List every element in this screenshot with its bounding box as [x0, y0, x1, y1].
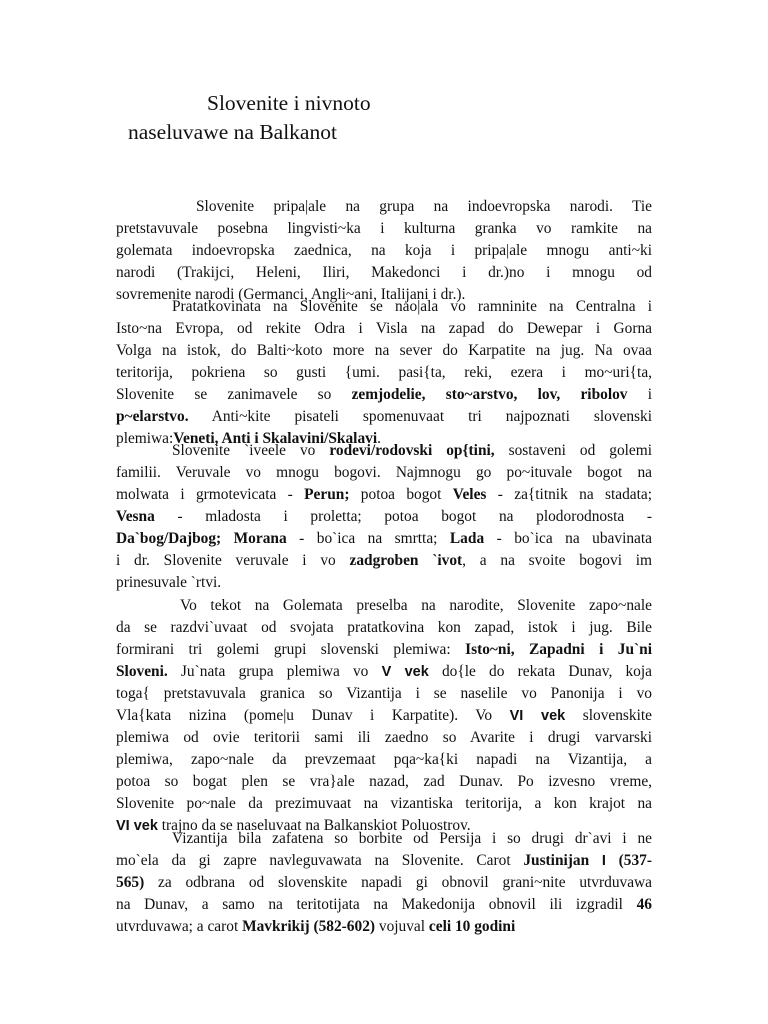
text-line	[116, 528, 652, 550]
text-line	[116, 296, 652, 318]
bold-term: 565)	[116, 874, 145, 891]
text-run: Slovenite pripa|ale na grupa na indoevropska narodi. Tie	[196, 198, 652, 215]
text-run: mo`ela da gi zapre navleguvawata na Slovenite. Carot	[116, 852, 524, 869]
text-run: Anti~kite pisateli spomenuvaat tri najpoznati slovenski	[188, 408, 652, 425]
text-run: slovenskite	[565, 707, 652, 724]
text-line	[116, 440, 652, 462]
bold-term: Vesna	[116, 508, 155, 525]
text-run: Slovenite se zanimavele so	[116, 386, 352, 403]
text-run: plemiwa, zapo~nale da prevzemaat pqa~ka{ki napadi na Vizantija, a	[116, 751, 652, 768]
text-line	[116, 705, 652, 727]
bold-term: p~elarstvo.	[116, 408, 189, 425]
text-run: toga{ pretstavuvala granica so Vizantija i se naselile vo Panonija i vo	[116, 685, 652, 702]
text-run: molwata i grmotevicata -	[116, 486, 305, 503]
text-run: da se razdvi`uvaat od svojata pratatkovina kon zapad, istok i jug. Bile	[116, 619, 652, 636]
text-line	[116, 617, 652, 639]
text-run: plemiwa od ovie teritorii sami ili zaedno so Avarite i drugi varvarski	[116, 729, 652, 746]
text-line	[116, 828, 652, 850]
text-run: plemiwa:	[116, 430, 174, 447]
text-line	[116, 384, 652, 406]
bold-term: Lada	[449, 530, 485, 547]
text-line	[116, 218, 652, 240]
text-run: narodi (Trakijci, Heleni, Iliri, Makedonci i dr.)no i mnogu od	[116, 264, 652, 281]
bold-term: Justinijan	[523, 852, 602, 869]
text-line	[116, 639, 652, 661]
text-line	[116, 340, 652, 362]
text-run: Isto~na Evropa, od rekite Odra i Visla na zapad do Dewepar i Gorna	[116, 320, 652, 337]
text-run: Pratatkovinata na Slovenite se nao|ala vo ramninite na Centralna i	[172, 298, 652, 315]
text-run: utvrduvawa; a carot	[116, 918, 243, 935]
text-run: na Dunav, a samo na teritotijata na Makedonija obnovil ili izgradil	[116, 896, 637, 913]
text-line	[116, 572, 652, 594]
bold-term: zadgroben `ivot	[349, 552, 463, 569]
text-line	[116, 240, 652, 262]
document-body	[116, 196, 652, 935]
text-line	[116, 550, 652, 572]
text-line	[116, 462, 652, 484]
text-run: formirani tri golemi grupi slovenski plemiwa:	[116, 641, 466, 658]
text-line	[116, 318, 652, 340]
text-run: do{le do rekata Dunav, koja	[428, 663, 652, 680]
text-line	[116, 850, 652, 872]
bold-term: I	[601, 853, 606, 869]
bold-term: VI vek	[116, 818, 158, 834]
text-run: i	[627, 386, 652, 403]
title-line-2: naseluvawe na Balkanot	[128, 120, 337, 144]
bold-term: (537-	[605, 852, 652, 869]
text-run: familii. Veruvale vo mnogu bogovi. Najmnogu go po~ituvale bogot na	[116, 464, 652, 481]
text-line	[116, 661, 652, 683]
text-run: za odbrana od slovenskite napadi gi obnovil grani~nite utvrduvawa	[144, 874, 652, 891]
text-line	[116, 595, 652, 617]
text-run: golemata indoevropska zaednica, na koja i pripa|ale mnogu anti~ki	[116, 242, 652, 259]
text-run: sovremenite narodi (Germanci, Angli~ani, Italijani i dr.).	[116, 286, 466, 303]
bold-term: Veles	[452, 486, 487, 503]
bold-term: Mavkrikij (582-602)	[242, 918, 376, 935]
text-line	[116, 484, 652, 506]
text-line	[116, 506, 652, 528]
bold-term: zemjodelie, sto~arstvo, lov, ribolov	[351, 386, 628, 403]
text-run: .	[377, 430, 381, 447]
text-run: Vla{kata nizina (pome|u Dunav i Karpatite). Vo	[116, 707, 510, 724]
bold-term: Veneti, Anti i Skalavini/Skalavi	[173, 430, 378, 447]
bold-term: celi 10 godini	[428, 918, 516, 935]
text-line	[116, 894, 652, 916]
bold-term: rodevi/rodovski op{tini,	[329, 442, 495, 459]
text-line	[116, 916, 652, 938]
text-run: Volga na istok, do Balti~koto more na sever do Karpatite na jug. Na ovaa	[116, 342, 652, 359]
text-line	[116, 771, 652, 793]
text-line	[116, 793, 652, 815]
text-line	[116, 262, 652, 284]
text-line	[116, 749, 652, 771]
text-run: - za{titnik na stadata;	[486, 486, 652, 503]
text-run: Vizantija bila zafatena so borbite od Persija i so drugi dr`avi i ne	[172, 830, 652, 847]
text-line	[116, 362, 652, 384]
text-run: potoa bogot	[349, 486, 453, 503]
bold-term: Da`bog/Dajbog; Morana	[116, 530, 287, 547]
text-run: Ju`nata grupa plemiwa vo	[167, 663, 382, 680]
text-run: Slovenite po~nale da prezimuvaat na vizantiska teritorija, a kon krajot na	[116, 795, 652, 812]
text-run: - bo`ica na smrtta;	[286, 530, 450, 547]
text-run: - mladosta i proletta; potoa bogot na plodorodnosta -	[154, 508, 652, 525]
text-run: potoa so bogat plen se vra}ale nazad, zad Dunav. Po izvesno vreme,	[116, 773, 652, 790]
text-run: Vo tekot na Golemata preselba na narodite, Slovenite zapo~nale	[180, 597, 652, 614]
text-run: teritorija, pokriena so gusti {umi. pasi{ta, reki, ezera i mo~uri{ta,	[116, 364, 652, 381]
text-run: sostaveni od golemi	[494, 442, 652, 459]
text-run: Slovenite `iveele vo	[172, 442, 330, 459]
bold-term: VI vek	[509, 708, 566, 724]
bold-term: V vek	[381, 664, 429, 680]
text-line	[116, 872, 652, 894]
bold-term: Isto~ni, Zapadni i Ju`ni	[465, 641, 652, 658]
text-run: - bo`ica na ubavinata	[484, 530, 652, 547]
text-run: pretstavuvale posebna lingvisti~ka i kulturna granka vo ramkite na	[116, 220, 652, 237]
text-line	[116, 727, 652, 749]
bold-term: Sloveni.	[116, 663, 168, 680]
text-run: prinesuvale `rtvi.	[116, 574, 222, 591]
bold-term: 46	[636, 896, 652, 913]
text-run: vojuval	[375, 918, 429, 935]
title-line-1: Slovenite i nivnoto	[207, 91, 371, 115]
bold-term: Perun;	[304, 486, 350, 503]
text-run: i dr. Slovenite veruvale i vo	[116, 552, 350, 569]
text-line	[116, 683, 652, 705]
text-run: trajno da se naseluvaat na Balkanskiot Poluostrov.	[157, 817, 471, 834]
text-line	[116, 406, 652, 428]
text-run: , a na svoite bogovi im	[462, 552, 652, 569]
